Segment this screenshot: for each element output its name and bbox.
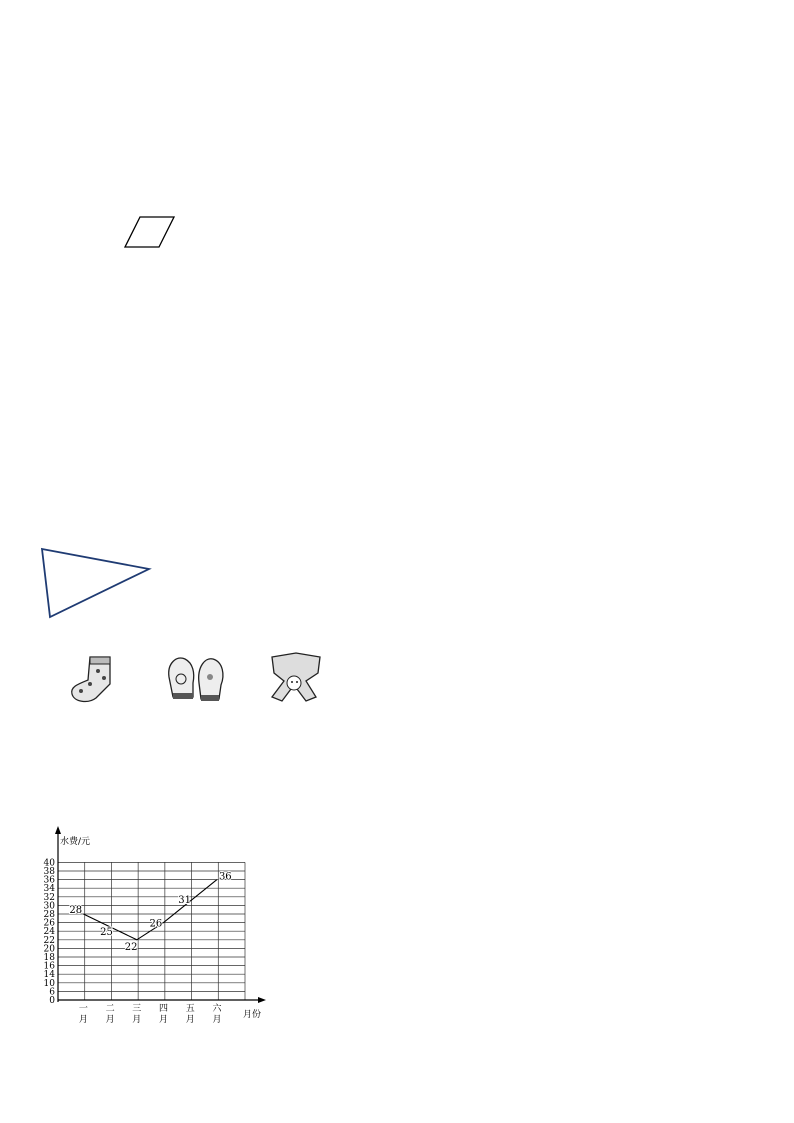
y-axis-label: 水费/元 [60,837,91,847]
sock-icon [66,654,124,704]
x-tick-label-bottom: 月 [212,1015,222,1025]
x-tick-label-top: 四 [159,1004,169,1014]
data-label: 31 [178,895,191,907]
y-tick-label: 20 [43,944,55,955]
y-tick-label: 32 [43,892,55,903]
y-axis-arrow [55,826,61,834]
x-tick-label-bottom: 月 [159,1015,169,1025]
y-tick-label: 34 [43,884,55,895]
y-tick-label: 30 [43,901,55,912]
data-label: 22 [124,941,138,953]
y-tick-label: 0 [49,996,55,1006]
x-axis-arrow [258,997,266,1003]
x-tick-label-top: 二 [105,1004,115,1014]
water-fee-line-chart [0,820,300,1030]
y-tick-label: 38 [43,867,55,877]
data-label: 28 [69,905,83,916]
y-tick-label: 10 [43,978,55,989]
x-tick-label-bottom: 月 [132,1015,142,1025]
x-tick-label-bottom: 月 [78,1015,88,1025]
y-tick-label: 40 [43,858,55,869]
y-tick-label: 36 [43,875,55,886]
y-tick-label: 28 [43,910,55,920]
x-tick-label-top: 六 [212,1004,222,1014]
x-tick-label-top: 一 [78,1004,88,1014]
y-tick-label: 22 [43,935,55,946]
y-tick-label: 18 [43,953,55,963]
y-tick-label: 16 [43,961,55,972]
x-tick-label-bottom: 月 [105,1015,115,1025]
y-tick-label: 24 [43,927,55,938]
mittens-icon [163,653,233,703]
data-label: 25 [100,926,113,938]
x-axis-label: 月份 [243,1010,262,1020]
data-label: 26 [149,918,163,930]
triangle-figure [0,0,200,630]
data-label: 36 [218,871,232,883]
x-tick-label-top: 三 [132,1004,142,1014]
y-tick-label: 14 [43,970,55,981]
y-tick-label: 26 [43,918,55,929]
y-tick-label: 6 [49,987,55,998]
scarf-icon [266,651,326,703]
x-tick-label-top: 五 [185,1004,195,1014]
x-tick-label-bottom: 月 [185,1015,195,1025]
